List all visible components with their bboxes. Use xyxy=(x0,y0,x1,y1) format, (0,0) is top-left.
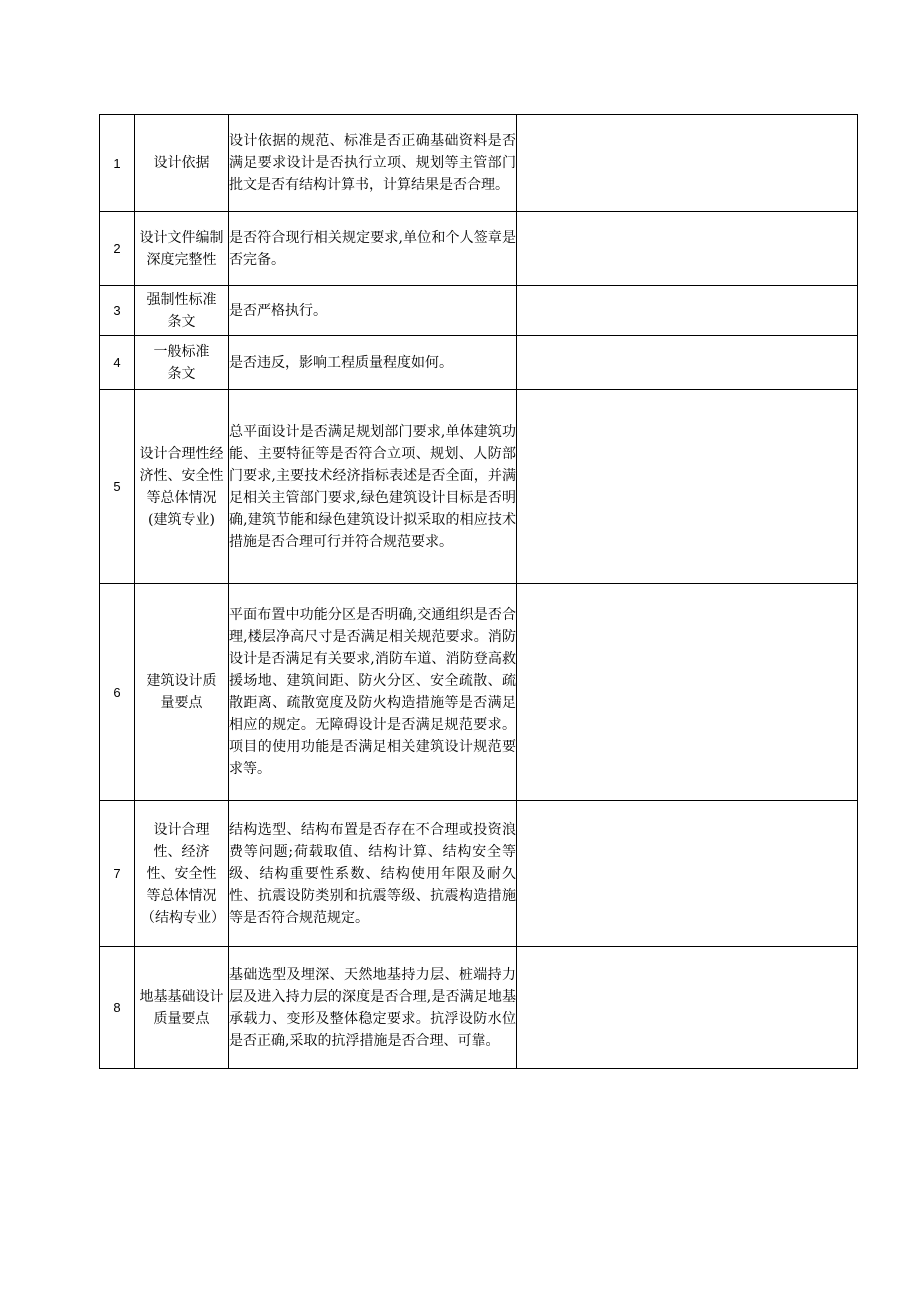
review-content: 基础选型及埋深、天然地基持力层、桩端持力层及进入持力层的深度是否合理,是否满足地基承载力、变形及整体稳定要求。抗浮设防水位是否正确,采取的抗浮措施是否合理、可靠。 xyxy=(229,947,517,1069)
review-item-label: 地基基础设计质量要点 xyxy=(139,988,224,1027)
review-item xyxy=(135,584,229,801)
review-result xyxy=(517,801,858,947)
review-item xyxy=(135,390,229,584)
review-result xyxy=(517,390,858,584)
review-item-label: 一般标准条文 xyxy=(153,343,210,382)
review-item xyxy=(135,801,229,947)
review-item-label: 设计依据 xyxy=(153,155,210,171)
review-content: 是否严格执行。 xyxy=(229,286,517,336)
review-content: 是否符合现行相关规定要求,单位和个人签章是否完备。 xyxy=(229,212,517,286)
review-result xyxy=(517,584,858,801)
review-content: 平面布置中功能分区是否明确,交通组织是否合理,楼层净高尺寸是否满足相关规范要求。消防设计是否满足有关要求,消防车道、消防登高救援场地、建筑间距、防火分区、安全疏散、疏散距离、疏散宽度及防火构造措施等是否满足相应的规定。无障碍设计是否满足规范要求。项目的使用功能是否满足相关建筑设计规范要求等。 xyxy=(229,584,517,801)
row-number: 8 xyxy=(100,947,135,1069)
review-result xyxy=(517,212,858,286)
review-item xyxy=(135,947,229,1069)
review-item-label: 建筑设计质量要点 xyxy=(146,673,217,711)
review-result xyxy=(517,286,858,336)
review-item-label: 强制性标准条文 xyxy=(146,291,217,330)
review-item-label: 设计文件编制深度完整性 xyxy=(139,229,224,268)
review-item-label: 设计合理性经济性、安全性等总体情况(建筑专业) xyxy=(139,445,224,528)
row-number: 7 xyxy=(100,801,135,947)
review-item xyxy=(135,212,229,286)
row-number: 3 xyxy=(100,286,135,336)
row-number: 5 xyxy=(100,390,135,584)
review-item xyxy=(135,286,229,336)
row-number: 6 xyxy=(100,584,135,801)
table-row xyxy=(100,390,858,584)
review-item xyxy=(135,336,229,390)
table-row xyxy=(100,286,858,336)
review-content: 总平面设计是否满足规划部门要求,单体建筑功能、主要特征等是否符合立项、规划、人防部门要求,主要技术经济指标表述是否全面，并满足相关主管部门要求,绿色建筑设计目标是否明确,建筑节能和绿色建筑设计拟采取的相应技术措施是否合理可行并符合规范要求。 xyxy=(229,390,517,584)
review-result xyxy=(517,115,858,212)
review-result xyxy=(517,947,858,1069)
table-row xyxy=(100,212,858,286)
review-item-label: 设计合理性、经济性、安全性等总体情况（结构专业） xyxy=(141,821,225,926)
table-row xyxy=(100,584,858,801)
review-content: 设计依据的规范、标准是否正确基础资料是否满足要求设计是否执行立项、规划等主管部门批文是否有结构计算书，计算结果是否合理。 xyxy=(229,115,517,212)
review-content: 是否违反，影响工程质量程度如何。 xyxy=(229,336,517,390)
row-number: 1 xyxy=(100,115,135,212)
table-row xyxy=(100,801,858,947)
review-table xyxy=(99,114,858,1069)
table-row xyxy=(100,336,858,390)
table-row xyxy=(100,115,858,212)
row-number: 4 xyxy=(100,336,135,390)
review-item xyxy=(135,115,229,212)
table-row xyxy=(100,947,858,1069)
review-content: 结构选型、结构布置是否存在不合理或投资浪费等问题;荷载取值、结构计算、结构安全等级、结构重要性系数、结构使用年限及耐久性、抗震设防类别和抗震等级、抗震构造措施等是否符合规范规定。 xyxy=(229,801,517,947)
review-result xyxy=(517,336,858,390)
row-number: 2 xyxy=(100,212,135,286)
